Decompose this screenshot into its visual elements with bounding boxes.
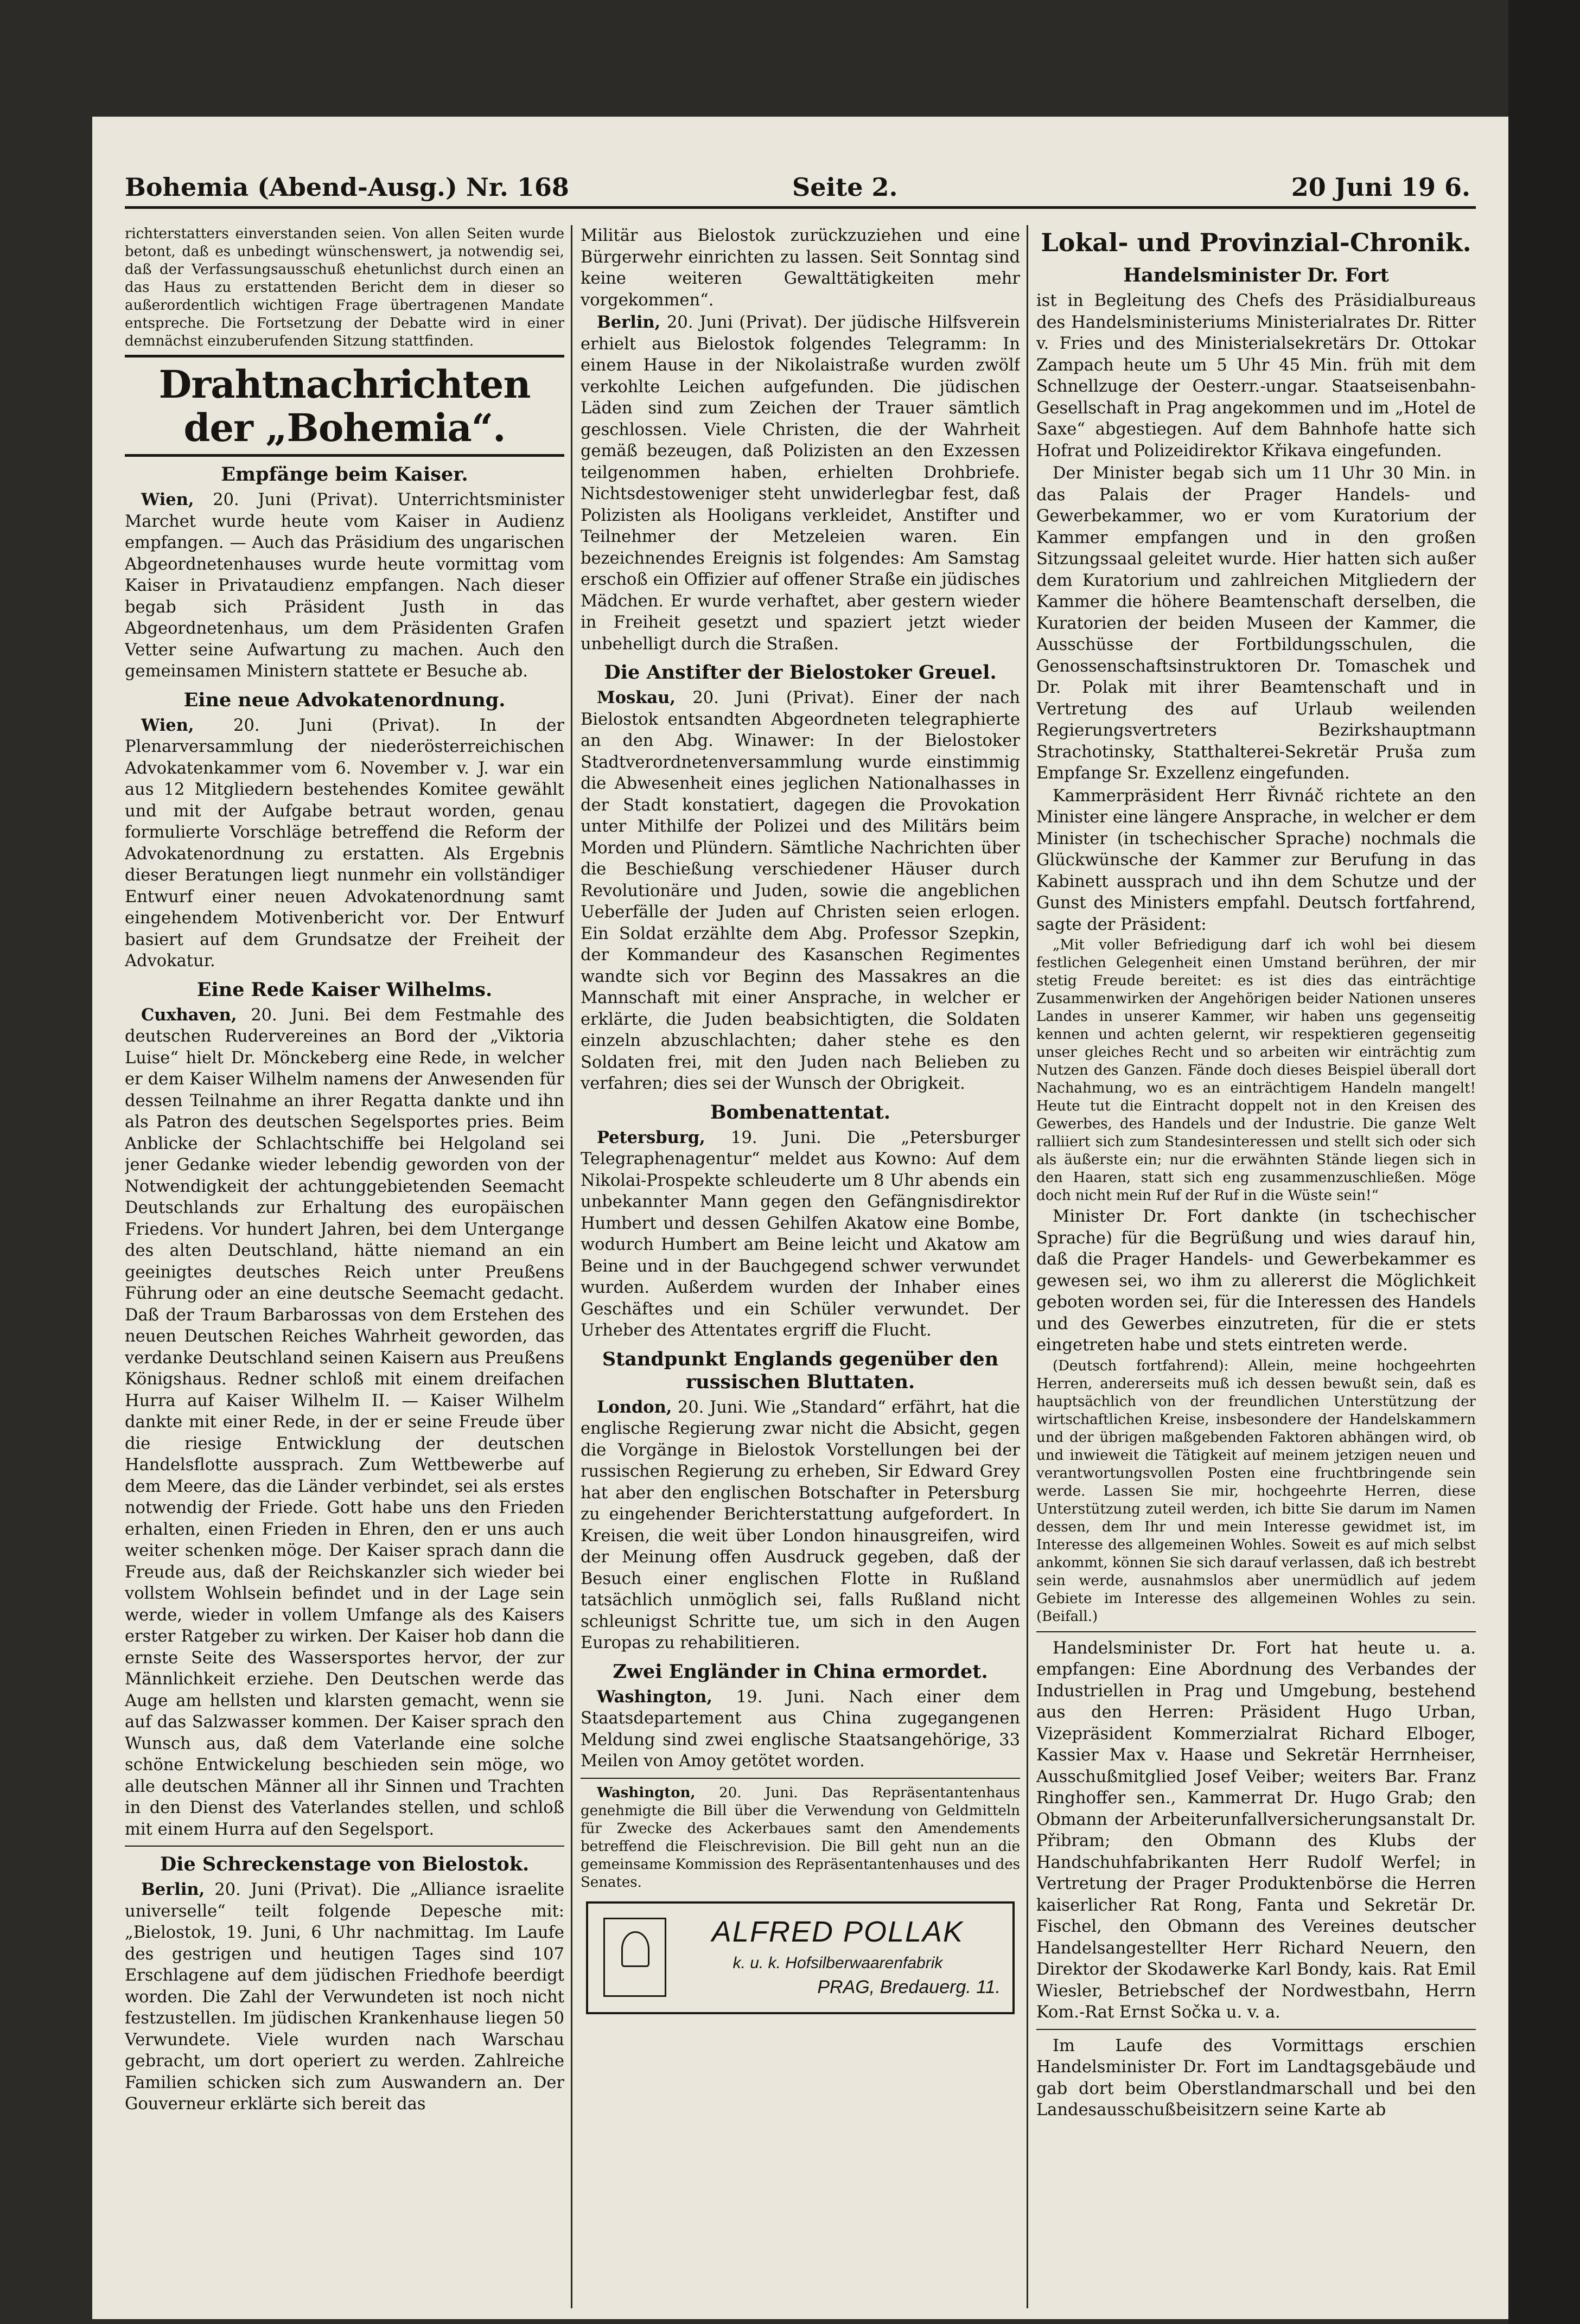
dateline: Moskau, xyxy=(597,688,676,707)
column-3 xyxy=(1036,225,1476,2308)
article-paragraph xyxy=(581,1127,1020,1342)
article-paragraph: Minister Dr. Fort dankte (in tschechischer Sprache) für die Begrüßung und wies darauf hin, daß die Prager Handels- und Gewerbekammer es gewesen sei, wo ihm zu allererst die Möglichkeit geboten worden sei, für die Interessen des Handels und des Gewerbes einzutreten, für die er stets eingetreten habe und stets eintreten werde. xyxy=(1036,1207,1476,1355)
article-paragraph xyxy=(125,489,564,682)
article-text: 20. Juni. Wie „Standard“ erfährt, hat die englische Regierung zwar nicht die Absicht, gegen die Vorgänge in Bielostok Vorstellungen bei der russischen Regierung zu erheben, Sir Edward Grey hat aber den englischen Botschafter in Petersburg zu eingehender Berichterstattung aufgefordert. In Kreisen, die weit über London hinausgreifen, wird der Meinung offen Ausdruck gegeben, daß der Besuch einer englischen Flotte in Rußland tatsächlich unmöglich sei, falls Rußland nicht schleunigst Schritte tue, um sich in den Augen Europas zu rehabilitieren. xyxy=(581,1397,1020,1652)
article-heading: Empfänge beim Kaiser. xyxy=(221,463,468,486)
dateline: Berlin, xyxy=(141,1880,205,1899)
article-heading: Zwei Engländer in China ermordet. xyxy=(613,1660,988,1683)
crown-emblem-icon xyxy=(603,1918,666,1997)
ad-address: PRAG, Bredauerg. 11. xyxy=(817,1976,1001,1997)
section-masthead: Drahtnachrichten der „Bohemia“. xyxy=(158,362,531,450)
paragraph: richterstatters einverstanden seien. Von allen Seiten wurde betont, daß es unbedingt wünschenswert, ja notwendig sei, daß der Verfassungsausschuß ehetunlichst durch einen an das Haus zu erstattenden Bericht dem in dieser so außerordentlich wichtigen Frage übertragenen Mandate entspreche. Die Fortsetzung der Debatte wird in einer demnächst einzuberufenden Sitzung stattfinden. xyxy=(125,226,564,349)
article-paragraph xyxy=(581,1784,1020,1892)
article-text: 20. Juni (Privat). Unterrichtsminister Marchet wurde heute vom Kaiser in Audienz empfangen. — Auch das Präsidium des ungarischen Abgeordnetenhauses wurde heute vormittag vom Kaiser in Privataudienz empfangen. Nach dieser begab sich Präsident Justh in das Abgeordnetenhaus, um dem Präsidenten Grafen Vetter seine Aufwartung zu machen. Auch den gemeinsamen Ministern stattete er Besuche ab. xyxy=(125,490,564,681)
article-paragraph: Handelsminister Dr. Fort hat heute u. a. empfangen: Eine Abordnung des Verbandes der Industriellen in Prag und Umgebung, bestehend aus den Herren: Präsident Hugo Urban, Vizepräsident Kommerzialrat Richard Elboger, Kassier Max v. Haase und Sekretär Herrnheiser, Ausschußmitglied Josef Veiber; weiters Bar. Franz Ringhoffer sen., Kammerrat Dr. Hugo Grab; den Obmann der Arbeiterunfallversicherungsanstalt Dr. Přibram; den Obmann des Klubs der Handschuhfabrikanten Herr Rudolf Werfel; in Vertretung der Prager Produktenbörse die Herren kaiserlicher Rat Rong, Fanta und Sekretär Dr. Fischel, den Obmann des Vereines deutscher Handelsangestellter Herr Richard Neuern, den Direktor der Skodawerke Karl Bondy, kais. Rat Emil Wiesler, Betriebschef der Nordwestbahn, Herrn Kom.-Rat Ernst Sočka u. v. a. xyxy=(1036,1638,1476,2022)
newspaper-page xyxy=(92,117,1508,2319)
divider xyxy=(125,454,564,457)
article-text: 20. Juni (Privat). Einer der nach Bielostok entsandten Abgeordneten telegraphierte an den Abg. Winawer: In der Bielostoker Stadtverordnetenversammlung wurde einstimmig die Abwesenheit eines jeglichen Nationalhasses in der Stadt konstatiert, dagegen die Provokation unter Mithilfe der Polizei und des Militärs beim Morden und Plündern. Sämtliche Nachrichten über die Beschießung verschiedener Häuser durch Revolutionäre und Juden, sowie die angeblichen Ueberfälle der Juden auf Christen seien erlogen. Ein Soldat erzählte dem Abg. Professor Szepkin, der Kommandeur des Kasanschen Regimentes wandte sich vor Beginn des Massakres an die Mannschaft mit einer Ansprache, in welcher er erklärte, die Juden beabsichtigten, die Soldaten einzeln abzuschlachten; daher stehe es den Soldaten frei, mit den Juden nach Belieben zu verfahren; dies sei der Wunsch der Obrigkeit. xyxy=(581,688,1020,1093)
paragraph: Militär aus Bielostok zurückzuziehen und eine Bürgerwehr einrichten zu lassen. Seit Sonntag sind keine weiteren Gewalttätigkeiten mehr vorgekommen“. xyxy=(581,226,1020,310)
quoted-speech: (Deutsch fortfahrend): Allein, meine hochgeehrten Herren, andererseits muß ich dessen bewußt sein, daß es hauptsächlich von der freundlichen Unterstützung der wirtschaftlichen Kreise, insbesondere der Handelskammern und der übrigen maßgebenden Faktoren abhängen wird, ob und inwieweit die Tätigkeit auf meinem jetzigen neuen und verantwortungsvollen Posten eine fruchtbringende sein werde. Lassen Sie mir, hochgeehrte Herren, diese Unterstützung zuteil werden, ich bitte Sie darum im Namen dessen, dem Ihr und mein Interesse gewidmet ist, im Interesse des allgemeinen Wohles. Soweit es auf mich selbst ankommt, können Sie sich darauf verlassen, daß ich bestrebt sein werde, ausnahmslos aber unermüdlich auf jedem Gebiete im Interesse des allgemeinen Wohles zu sein. (Beifall.) xyxy=(1036,1357,1476,1625)
header-page-number: Seite 2. xyxy=(792,173,898,202)
article-paragraph xyxy=(125,715,564,972)
header-date: 20 Juni 19 6. xyxy=(1291,173,1470,202)
page-header xyxy=(125,168,1476,209)
article-heading: Eine neue Advokatenordnung. xyxy=(183,688,506,711)
dateline: Wien, xyxy=(141,490,194,509)
dateline: Cuxhaven, xyxy=(141,1005,237,1025)
divider xyxy=(581,1778,1020,1779)
article-text: 20. Juni (Privat). Der jüdische Hilfsverein erhielt aus Bielostok folgendes Telegramm: In einem Hause in der Nikolaistraße wurden zwölf verkohlte Leichen aufgefunden. Die jüdischen Läden sind zum Zeichen der Trauer sämtlich geschlossen. Viele Christen, die der Wahrheit gemäß bezeugen, daß Polizisten an den Exzessen teilgenommen haben, erhielten Drohbriefe. Nichtsdestoweniger steht unwiderlegbar fest, daß Polizisten als Hooligans verkleidet, Anstifter und Teilnehmer der Metzeleien waren. Ein bezeichnendes Ereignis ist folgendes: Am Samstag erschoß ein Offizier auf offener Straße ein jüdisches Mädchen. Er wurde verhaftet, aber gestern wieder in Freiheit gesetzt und spaziert jetzt wieder unbehelligt durch die Straßen. xyxy=(581,313,1020,654)
column-rule xyxy=(1027,225,1028,2308)
article-text: 20. Juni. Bei dem Festmahle des deutschen Rudervereines an Bord der „Viktoria Luise“ hielt Dr. Mönckeberg eine Rede, in welcher er dem Kaiser Wilhelm namens der Anwesenden für dessen Teilnahme an ihrer Regatta dankte und ihn als Patron des deutschen Segelsportes pries. Beim Anblicke der Schlachtschiffe bei Helgoland sei jener Gedanke wieder lebendig geworden von der Notwendigkeit der achtunggebietenden Seemacht Deutschlands zur Erhaltung des europäischen Friedens. Vor hundert Jahren, bei dem Untergange des alten Deutschland, hätte niemand an ein geeinigtes deutsches Reich unter Preußens Führung oder an eine deutsche Seemacht gedacht. Daß der Traum Barbarossas von dem Erstehen des neuen Deutschen Reiches Wahrheit geworden, das verdanke Deutschland seinen Kaisern aus Preußens Königshaus. Redner schloß mit einem dreifachen Hurra auf Kaiser Wilhelm II. — Kaiser Wilhelm dankte mit einer Rede, in der er seine Freude über die riesige Entwicklung der deutschen Handelsflotte aussprach. Zum Wettbewerbe auf dem Meere, das die Länder verbindet, sei als erstes notwendig der Friede. Gott habe uns den Frieden erhalten, einen Frieden in Ehren, den er uns auch weiter schenken möge. Der Kaiser sprach dann die Freude aus, daß der Reichskanzler sich wieder bei vollstem Wohlsein befindet und in der Lage sein werde, wieder in vollem Umfange als des Kaisers erster Ratgeber zu wirken. Der Kaiser hob dann die ernste Seite des Wassersportes hervor, der zur Männlichkeit erziehe. Den Deutschen werde das Auge am hellsten und klarsten gemacht, wenn sie auf das Salzwasser kommen. Der Kaiser sprach den Wunsch aus, daß dem Vaterlande eine solche schöne Entwickelung beschieden sein möge, wo alle deutschen Männer all ihr Sinnen und Trachten in den Dienst des Vaterlandes stellen, und schloß mit einem Hurra auf den Segelsport. xyxy=(125,1005,564,1839)
divider xyxy=(1036,1631,1476,1632)
dateline: London, xyxy=(597,1397,672,1417)
article-paragraph: Kammerpräsident Herr Řivnáč richtete an den Minister eine längere Ansprache, in welcher er dem Minister (in tschechischer Sprache) nochmals die Glückwünsche der Kammer zur Berufung in das Kabinett aussprach und ihn dem Schutze und der Gunst des Ministers empfahl. Deutsch fortfahrend, sagte der Präsident: xyxy=(1036,786,1476,934)
column-2 xyxy=(581,225,1020,2308)
dateline: Petersburg, xyxy=(597,1127,705,1147)
article-paragraph: Im Laufe des Vormittags erschien Handelsminister Dr. Fort im Landtagsgebäude und gab dort beim Oberstlandmarschall und bei den Landesausschußbeisitzern seine Karte ab xyxy=(1036,2036,1476,2119)
article-paragraph xyxy=(581,312,1020,655)
article-text: 20. Juni. Das Repräsentantenhaus genehmigte die Bill über die Verwendung von Geldmitteln für Zwecke des Ackerbaues samt den Amendements betreffend die Fleischrevision. Die Bill geht nun an die gemeinsame Kommission des Repräsentantenhauses und des Senates. xyxy=(581,1784,1020,1891)
article-paragraph xyxy=(581,1687,1020,1772)
dateline: Washington, xyxy=(597,1784,696,1801)
column-1 xyxy=(125,225,564,2308)
article-heading: Die Anstifter der Bielostoker Greuel. xyxy=(604,661,997,684)
ad-company-name: ALFRED POLLAK xyxy=(711,1915,964,1948)
article-paragraph xyxy=(581,687,1020,1095)
quoted-speech: „Mit voller Befriedigung darf ich wohl bei diesem festlichen Gelegenheit einen Umstand berühren, der mir stetig Freude bereitet: es ist dies das einträchtige Zusammenwirken der Angehörigen beider Nationen unseres Landes in unserer Kammer, wir haben uns gegenseitig kennen und achten gelernt, wir respektieren gegenseitig unser gleiches Recht und so arbeiten wir einträchtig zum Nutzen des Ganzen. Fände doch dieses Beispiel überall dort Nachahmung, wo es an einträchtigem Handeln mangelt! Heute tut die Eintracht doppelt not in den Kreisen des Gewerbes, des Handels und der Industrie. Die ganze Welt ralliiert sich zum Standesinteressen und stellt sich oder sich als äußerste ein; nur die erwähnten Stände liegen sich in den Haaren, statt sich eng zusammenzuschließen. Möge doch nicht mein Ruf der Ruf in die Wüste sein!“ xyxy=(1036,937,1476,1204)
dateline: Washington, xyxy=(597,1687,713,1707)
divider xyxy=(125,355,564,357)
article-paragraph: Der Minister begab sich um 11 Uhr 30 Min. in das Palais der Prager Handels- und Gewerbekammer, wo er vom Kuratorium der Kammer empfangen und in den großen Sitzungssaal geleitet wurde. Hier hatten sich außer dem Kuratorium und zahlreichen Mitgliedern der Kammer die höhere Beamtenschaft derselben, die Kuratorien der beiden Museen der Kammer, die Ausschüsse der Fortbildungsschulen, die Genossenschaftsinstruktoren Dr. Tomaschek und Dr. Polak mit ihrer Beamtenschaft und in Vertretung des auf Urlaub weilenden Regierungsvertreters Bezirkshauptmann Strachotinsky, Statthalterei-Sekretär Pruša zum Empfange Sr. Exzellenz eingefunden. xyxy=(1036,464,1476,783)
article-paragraph: ist in Begleitung des Chefs des Präsidialbureaus des Handelsministeriums Ministerialrates Dr. Ritter v. Fries und des Ministerialsekretärs Dr. Ottokar Zampach heute um 5 Uhr 45 Min. früh mit dem Schnellzuge der Oesterr.-ungar. Staatseisenbahn-Gesellschaft in Prag angekommen und im „Hotel de Saxe“ abgestiegen. Auf dem Bahnhofe hatte sich Hofrat und Polizeidirektor Křikava eingefunden. xyxy=(1036,291,1476,461)
article-heading: Standpunkt Englands gegenüber den russischen Bluttaten. xyxy=(602,1348,999,1393)
dateline: Wien, xyxy=(141,715,194,735)
article-heading: Eine Rede Kaiser Wilhelms. xyxy=(196,978,493,1001)
article-paragraph xyxy=(581,1397,1020,1654)
article-text: 20. Juni (Privat). Die „Alliance israelite universelle“ teilt folgende Depesche mit: „Bielostok, 19. Juni, 6 Uhr nachmittag. Im Laufe des gestrigen und heutigen Tages sind 107 Erschlagene auf dem jüdischen Friedhofe beerdigt worden. Die Zahl der Verwundeten ist noch nicht festzustellen. Im jüdischen Krankenhause liegen 50 Verwundete. Viele wurden nach Warschau gebracht, um dort operiert zu werden. Zahlreiche Familien schicken sich zum Auswandern an. Der Gouverneur erklärte sich bereit das xyxy=(125,1880,564,2114)
ad-description: k. u. k. Hofsilberwaarenfabrik xyxy=(732,1953,943,1972)
article-text: 19. Juni. Die „Petersburger Telegraphenagentur“ meldet aus Kowno: Auf dem Nikolai-Prospekte schleuderte um 8 Uhr abends ein unbekannter Mann gegen den Gefängnisdirektor Humbert und dessen Gehilfen Akatow eine Bombe, wodurch Humbert am Beine leicht und Akatow am Beine und in der Bauchgegend schwer verwundet wurden. Außerdem wurden der Inhaber eines Geschäftes und ein Schüler verwundet. Der Urheber des Attentates ergriff die Flucht. xyxy=(581,1128,1020,1340)
header-publication: Bohemia (Abend-Ausg.) Nr. 168 xyxy=(125,173,569,202)
scan-border xyxy=(1508,0,1580,2324)
article-text: 20. Juni (Privat). In der Plenarversammlung der niederösterreichischen Advokatenkammer vom 6. November v. J. war ein aus 12 Mitgliedern bestehendes Komitee gewählt und mit der Aufgabe betraut worden, genau formulierte Vorschläge betreffend die Reform der Advokatenordnung zu erstatten. Als Ergebnis dieser Beratungen liegt nunmehr ein vollständiger Entwurf einer neuen Advokatenordnung samt eingehendem Motivenbericht vor. Der Entwurf basiert auf dem Grundsatze der Freiheit der Advokatur. xyxy=(125,716,564,971)
section-title: Lokal- und Provinzial-Chronik. xyxy=(1041,228,1471,257)
article-text: 19. Juni. Nach einer dem Staatsdepartement aus China zugegangenen Meldung sind zwei englische Staatsangehörige, 33 Meilen von Amoy getötet worden. xyxy=(581,1687,1020,1771)
article-paragraph xyxy=(125,1879,564,2115)
article-heading: Handelsminister Dr. Fort xyxy=(1123,264,1389,286)
article-heading: Die Schreckenstage von Bielostok. xyxy=(160,1853,530,1875)
column-rule xyxy=(571,225,572,2308)
article-heading: Bombenattentat. xyxy=(710,1101,891,1123)
divider xyxy=(1036,2029,1476,2030)
dateline: Berlin, xyxy=(597,312,661,332)
advertisement xyxy=(586,1901,1015,2014)
article-paragraph xyxy=(125,1005,564,1841)
divider xyxy=(125,1846,564,1847)
